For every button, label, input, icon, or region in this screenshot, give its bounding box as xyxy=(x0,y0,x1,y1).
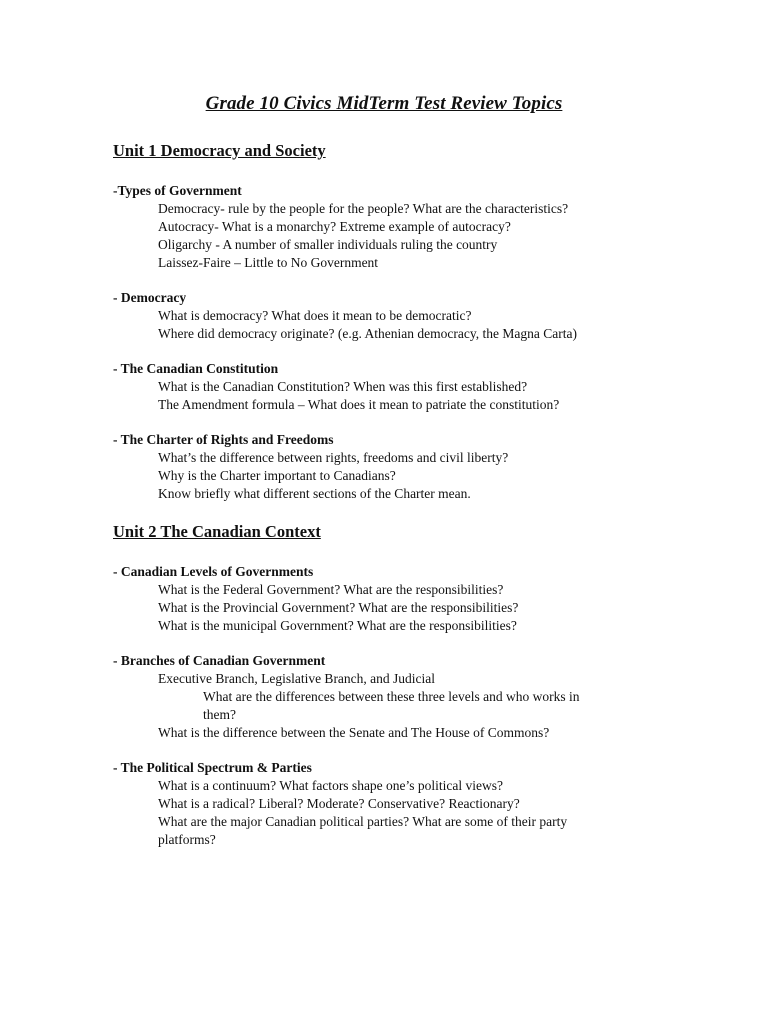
list-item: What is a radical? Liberal? Moderate? Conservative? Reactionary? xyxy=(158,796,520,811)
list-item: Executive Branch, Legislative Branch, and Judicial xyxy=(158,671,436,686)
list-item: What’s the difference between rights, freedoms and civil liberty? xyxy=(158,450,509,465)
list-item: What is democracy? What does it mean to be democratic? xyxy=(158,308,472,323)
list-item: Where did democracy originate? (e.g. Athenian democracy, the Magna Carta) xyxy=(158,326,577,341)
unit-1-heading: Unit 1 Democracy and Society xyxy=(113,141,326,160)
list-item: What is the Canadian Constitution? When was this first established? xyxy=(158,379,528,394)
list-item: What are the differences between these three levels and who works in xyxy=(203,689,580,704)
list-item: What is a continuum? What factors shape one’s political views? xyxy=(158,778,504,793)
section-heading-types-of-government: -Types of Government xyxy=(113,183,242,198)
list-item: Oligarchy - A number of smaller individuals ruling the country xyxy=(158,237,498,252)
list-item: Democracy- rule by the people for the people? What are the characteristics? xyxy=(158,201,569,216)
list-item: Autocracy- What is a monarchy? Extreme example of autocracy? xyxy=(158,219,511,234)
list-item: Why is the Charter important to Canadians? xyxy=(158,468,396,483)
document-title: Grade 10 Civics MidTerm Test Review Topics xyxy=(205,93,563,114)
list-item: Know briefly what different sections of the Charter mean. xyxy=(158,486,471,501)
list-item: What is the municipal Government? What are the responsibilities? xyxy=(158,618,517,633)
list-item: What is the Federal Government? What are the responsibilities? xyxy=(158,582,504,597)
section-heading-levels-of-government: - Canadian Levels of Governments xyxy=(113,564,314,579)
list-item: What is the Provincial Government? What are the responsibilities? xyxy=(158,600,519,615)
list-item: What are the major Canadian political parties? What are some of their party xyxy=(158,814,568,829)
list-item: The Amendment formula – What does it mean to patriate the constitution? xyxy=(158,397,560,412)
list-item: platforms? xyxy=(158,832,216,847)
section-heading-charter-of-rights: - The Charter of Rights and Freedoms xyxy=(113,432,334,447)
section-heading-branches-of-government: - Branches of Canadian Government xyxy=(113,653,326,668)
section-heading-democracy: - Democracy xyxy=(113,290,187,305)
list-item: What is the difference between the Senate and The House of Commons? xyxy=(158,725,550,740)
unit-2-heading: Unit 2 The Canadian Context xyxy=(113,522,321,541)
list-item: them? xyxy=(203,707,236,722)
section-heading-political-spectrum: - The Political Spectrum & Parties xyxy=(113,760,312,775)
section-heading-canadian-constitution: - The Canadian Constitution xyxy=(113,361,279,376)
list-item: Laissez-Faire – Little to No Government xyxy=(158,255,379,270)
